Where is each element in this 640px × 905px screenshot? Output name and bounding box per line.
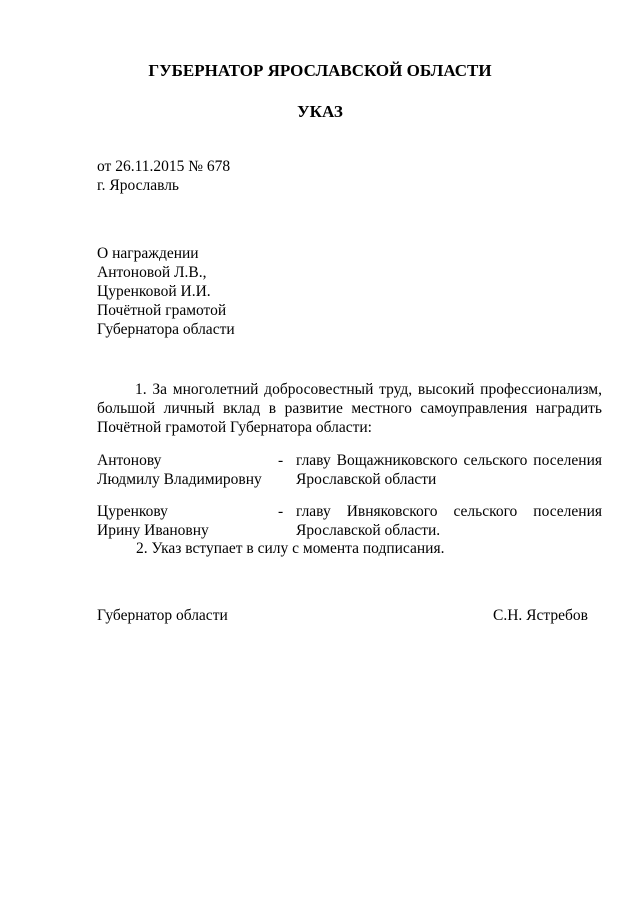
document-date-number: от 26.11.2015 № 678 xyxy=(97,158,231,175)
awardee-2-region: Ярославской области. xyxy=(296,522,441,539)
subject-line: Почётной грамотой xyxy=(97,302,227,319)
document-type: УКАЗ xyxy=(297,102,343,121)
awardee-1-region: Ярославской области xyxy=(296,471,437,488)
signature-name: С.Н. Ястребов xyxy=(493,607,588,624)
signature-title: Губернатор области xyxy=(97,607,228,624)
subject-line: Цуренковой И.И. xyxy=(97,283,211,300)
awardee-2-given-names: Ирину Ивановну xyxy=(97,522,209,539)
document-place: г. Ярославль xyxy=(97,177,179,194)
awardee-2-dash: - xyxy=(278,503,284,520)
awardee-1-surname: Антонову xyxy=(97,452,162,469)
awardee-1-position: главу Вощажниковского сельского поселения xyxy=(296,452,602,469)
subject-line: Антоновой Л.В., xyxy=(97,264,207,281)
subject-line: Губернатора области xyxy=(97,321,235,338)
document-subject xyxy=(97,244,397,339)
awardee-2-position: главу Ивняковского сельского поселения xyxy=(296,503,602,520)
awardee-2-surname: Цуренкову xyxy=(97,503,168,520)
document-authority: ГУБЕРНАТОР ЯРОСЛАВСКОЙ ОБЛАСТИ xyxy=(148,61,492,80)
awardee-1-given-names: Людмилу Владимировну xyxy=(97,471,262,488)
clause-1-paragraph: 1. За многолетний добросовестный труд, высокий профессионализм, большой личный вклад в развитие местного самоуправления наградить Почётной грамотой Губернатора области: xyxy=(97,381,602,436)
clause-2-paragraph: 2. Указ вступает в силу с момента подписания. xyxy=(136,540,445,557)
awardee-1-dash: - xyxy=(278,452,284,469)
subject-line: О награждении xyxy=(97,245,199,262)
